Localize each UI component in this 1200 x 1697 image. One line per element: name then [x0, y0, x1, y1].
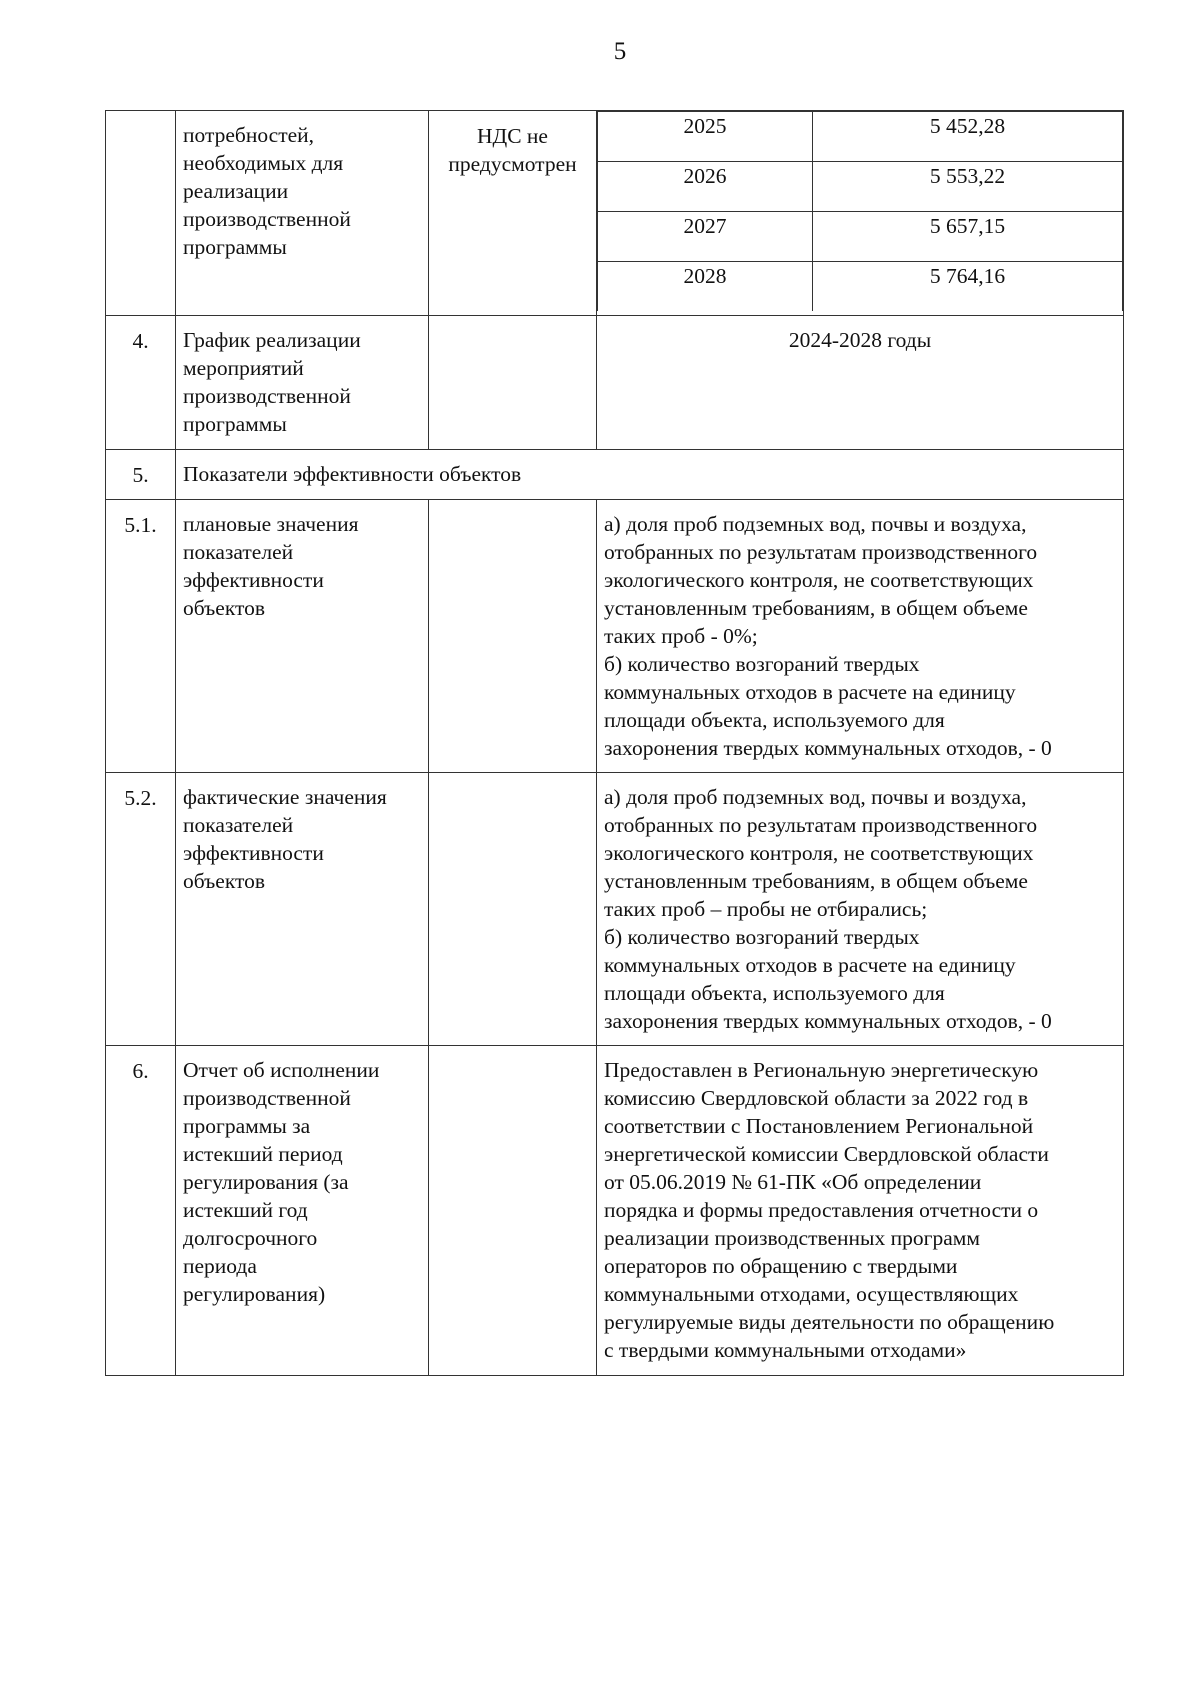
row-6-text-line: операторов по обращению с твердыми: [604, 1254, 958, 1278]
row-5-2-name-line: показателей: [183, 813, 294, 837]
row-5-1-text-line: а) доля проб подземных вод, почвы и воздуха,: [604, 512, 1027, 536]
row-4-name-line: программы: [183, 412, 287, 436]
vat-note-line: предусмотрен: [448, 152, 577, 176]
row-5-1-note-cell: [429, 500, 597, 773]
year-cell: 2025: [598, 112, 813, 162]
row-needs-name-line: необходимых для: [183, 151, 344, 175]
row-6-name-line: истекший год: [183, 1198, 308, 1222]
row-5-2-text-line: экологического контроля, не соответствующих: [604, 841, 1034, 865]
row-5-2-text-line: отобранных по результатам производственного: [604, 813, 1038, 837]
year-row: [598, 262, 1123, 312]
row-6-name-line: регулирования (за: [183, 1170, 349, 1194]
row-5-1-name-line: плановые значения: [183, 512, 359, 536]
year-value-cell: 5 553,22: [813, 162, 1123, 212]
row-6-text-line: регулируемые виды деятельности по обращению: [604, 1310, 1055, 1334]
row-6-text-line: коммунальными отходами, осуществляющих: [604, 1282, 1019, 1306]
row-needs-years-cell: [597, 111, 1124, 316]
row-5-2-text-line: б) количество возгораний твердых: [604, 925, 920, 949]
row-5-1-text-line: отобранных по результатам производственного: [604, 540, 1038, 564]
row-6-name-line: регулирования): [183, 1282, 326, 1306]
table-row-6: [106, 1046, 1124, 1376]
row-4-name-line: мероприятий: [183, 356, 304, 380]
row-5-2-text-cell: [597, 773, 1124, 1046]
year-row: [598, 162, 1123, 212]
table-row-5-2: [106, 773, 1124, 1046]
year-cell: 2027: [598, 212, 813, 262]
row-needs-name-line: производственной: [183, 207, 351, 231]
row-5-2-name-line: эффективности: [183, 841, 324, 865]
row-5-2-text-line: площади объекта, используемого для: [604, 981, 945, 1005]
row-needs-name-cell: [176, 111, 429, 316]
row-5-2-text-line: коммунальных отходов в расчете на единицу: [604, 953, 1016, 977]
row-6-note-cell: [429, 1046, 597, 1376]
row-6-name-line: периода: [183, 1254, 257, 1278]
year-value-cell: 5 764,16: [813, 262, 1123, 312]
row-6-text-line: реализации производственных программ: [604, 1226, 980, 1250]
row-6-name-line: Отчет об исполнении: [183, 1058, 380, 1082]
row-6-name-cell: [176, 1046, 429, 1376]
year-cell: 2028: [598, 262, 813, 312]
row-5-2-number: 5.2.: [106, 773, 176, 1046]
row-6-name-line: программы за: [183, 1114, 311, 1138]
row-4-name-line: производственной: [183, 384, 351, 408]
row-6-text-cell: [597, 1046, 1124, 1376]
row-5-1-text-line: установленным требованиям, в общем объеме: [604, 596, 1028, 620]
row-5-1-text-line: экологического контроля, не соответствующих: [604, 568, 1034, 592]
row-5-title: Показатели эффективности объектов: [176, 450, 1124, 500]
row-5-1-text-line: захоронения твердых коммунальных отходов, - 0: [604, 736, 1052, 760]
table-row-4: [106, 316, 1124, 450]
row-4-number: 4.: [106, 316, 176, 450]
row-5-2-text-line: захоронения твердых коммунальных отходов, - 0: [604, 1009, 1052, 1033]
row-6-text-line: энергетической комиссии Свердловской области: [604, 1142, 1049, 1166]
row-needs-name-line: программы: [183, 235, 287, 259]
year-value-cell: 5 452,28: [813, 112, 1123, 162]
row-5-1-name-line: показателей: [183, 540, 294, 564]
vat-note-line: НДС не: [477, 124, 548, 148]
program-table: [105, 110, 1124, 1376]
year-row: [598, 212, 1123, 262]
year-value-table: [597, 111, 1123, 311]
row-6-text-line: комиссию Свердловской области за 2022 год в: [604, 1086, 1029, 1110]
row-4-name-cell: [176, 316, 429, 450]
year-row: [598, 112, 1123, 162]
row-needs-vat-note-cell: [429, 111, 597, 316]
table-row-5: [106, 450, 1124, 500]
row-5-1-name-line: объектов: [183, 596, 265, 620]
row-needs-name-line: реализации: [183, 179, 289, 203]
row-5-1-text-line: б) количество возгораний твердых: [604, 652, 920, 676]
table-row-5-1: [106, 500, 1124, 773]
row-5-1-text-line: таких проб - 0%;: [604, 624, 758, 648]
row-6-text-line: порядка и формы предоставления отчетности о: [604, 1198, 1039, 1222]
row-5-1-number: 5.1.: [106, 500, 176, 773]
row-5-number: 5.: [106, 450, 176, 500]
row-6-text-line: от 05.06.2019 № 61-ПК «Об определении: [604, 1170, 982, 1194]
row-5-2-text-line: таких проб – пробы не отбирались;: [604, 897, 928, 921]
row-6-text-line: соответствии с Постановлением Региональной: [604, 1114, 1034, 1138]
row-5-2-text-line: установленным требованиям, в общем объеме: [604, 869, 1028, 893]
row-5-1-text-line: коммунальных отходов в расчете на единицу: [604, 680, 1016, 704]
row-needs-number-cell: [106, 111, 176, 316]
row-6-text-line: с твердыми коммунальными отходами»: [604, 1338, 967, 1362]
year-value-cell: 5 657,15: [813, 212, 1123, 262]
table-row-needs: [106, 111, 1124, 316]
row-5-2-note-cell: [429, 773, 597, 1046]
row-4-value: 2024-2028 годы: [597, 316, 1124, 450]
row-5-2-name-line: объектов: [183, 869, 265, 893]
row-5-1-name-cell: [176, 500, 429, 773]
row-4-name-line: График реализации: [183, 328, 361, 352]
row-6-text-line: Предоставлен в Региональную энергетическую: [604, 1058, 1039, 1082]
row-5-1-name-line: эффективности: [183, 568, 324, 592]
row-5-1-text-line: площади объекта, используемого для: [604, 708, 945, 732]
row-5-2-name-line: фактические значения: [183, 785, 387, 809]
page-number: 5: [613, 38, 627, 65]
row-needs-name-line: потребностей,: [183, 123, 315, 147]
row-6-name-line: производственной: [183, 1086, 351, 1110]
row-6-name-line: долгосрочного: [183, 1226, 318, 1250]
row-5-2-name-cell: [176, 773, 429, 1046]
row-4-note-cell: [429, 316, 597, 450]
row-5-1-text-cell: [597, 500, 1124, 773]
year-cell: 2026: [598, 162, 813, 212]
row-6-name-line: истекший период: [183, 1142, 343, 1166]
row-6-number: 6.: [106, 1046, 176, 1376]
row-5-2-text-line: а) доля проб подземных вод, почвы и воздуха,: [604, 785, 1027, 809]
